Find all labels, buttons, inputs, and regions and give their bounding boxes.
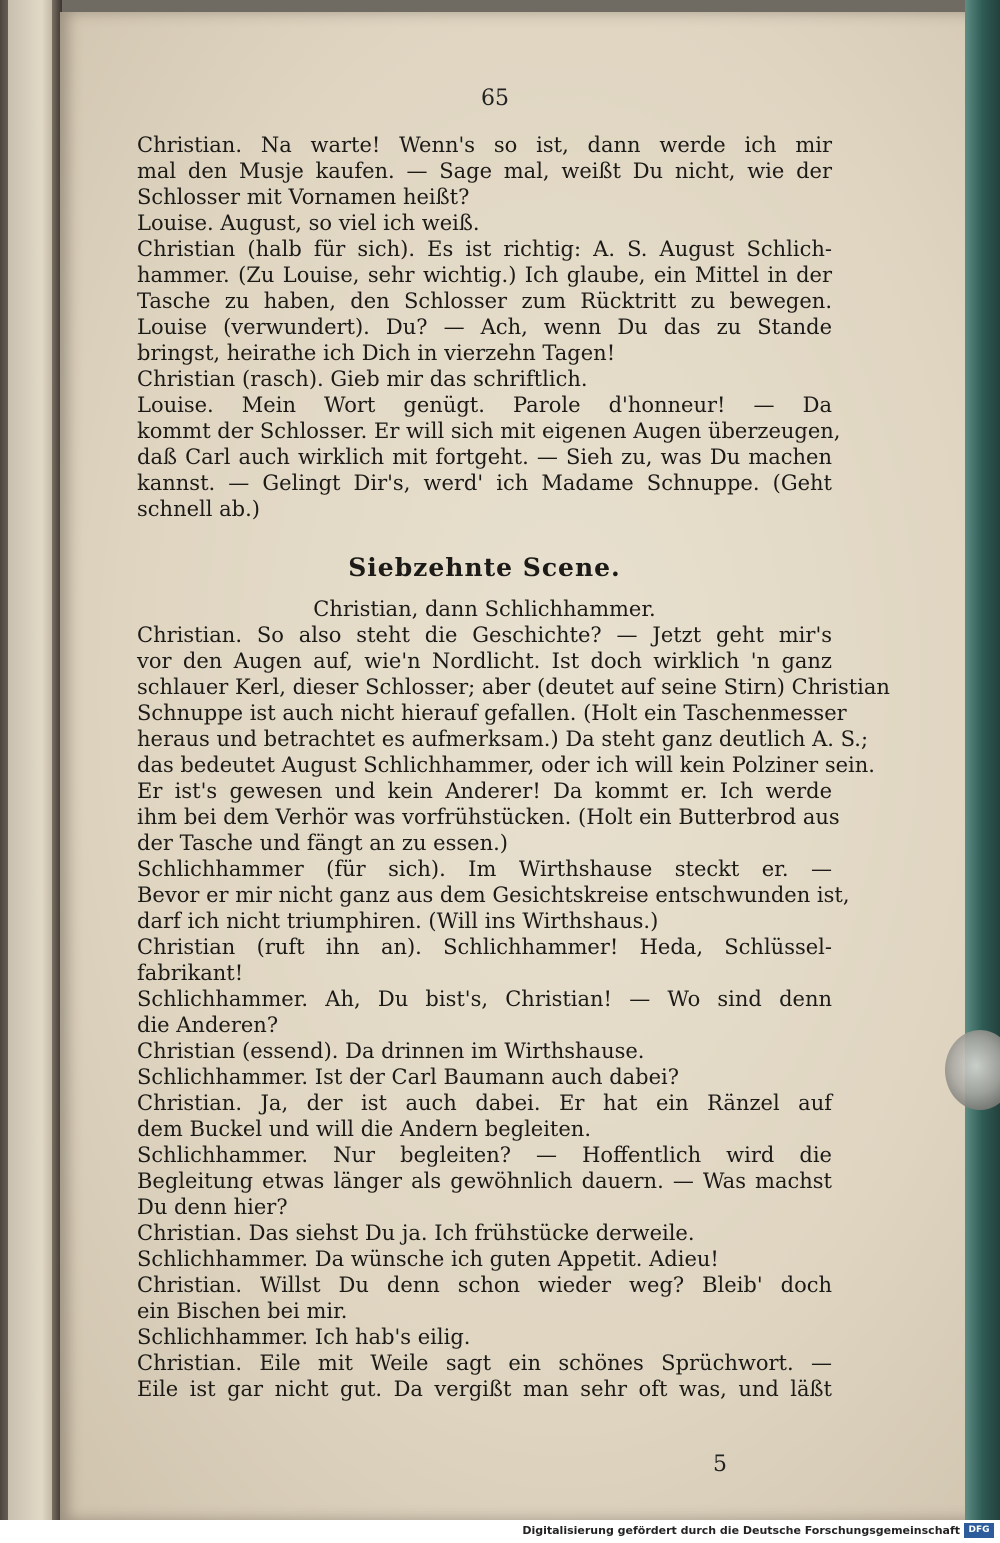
text-line: schlauer Kerl, dieser Schlosser; aber (deutet auf seine Stirn) Christian — [137, 675, 890, 699]
text-line: Schlichhammer. Ist der Carl Baumann auch dabei? — [137, 1065, 680, 1089]
text-block-scene — [137, 622, 890, 1402]
footer-bar — [0, 1520, 1000, 1543]
text-line: bringst, heirathe ich Dich in vierzehn Tagen! — [137, 341, 616, 365]
text-line: Er ist's gewesen und kein Anderer! Da kommt er. Ich werde — [137, 779, 832, 803]
text-line: Louise (verwundert). Du? — Ach, wenn Du das zu Stande — [137, 315, 832, 339]
signature-mark: 5 — [713, 1452, 727, 1477]
text-line: Du denn hier? — [137, 1195, 288, 1219]
text-line: Schlichhammer (für sich). Im Wirthshause steckt er. — — [137, 857, 832, 881]
left-page-edge — [8, 0, 56, 1520]
text-line: Christian. So also steht die Geschichte? — Jetzt geht mir's — [137, 623, 832, 647]
text-line: das bedeutet August Schlichhammer, oder ich will kein Polziner sein. — [137, 753, 875, 777]
text-line: Schlichhammer. Ah, Du bist's, Christian! — Wo sind denn — [137, 987, 832, 1011]
text-line: fabrikant! — [137, 961, 244, 985]
text-line: Tasche zu haben, den Schlosser zum Rücktritt zu bewegen. — [137, 289, 832, 313]
text-block-before-scene — [137, 132, 841, 522]
text-line: Christian. Eile mit Weile sagt ein schönes Sprüchwort. — — [137, 1351, 832, 1375]
text-line: Schlosser mit Vornamen heißt? — [137, 185, 470, 209]
text-line: Louise. Mein Wort genügt. Parole d'honneur! — Da — [137, 393, 832, 417]
scene-heading: Siebzehnte Scene. — [348, 553, 621, 582]
text-line: Eile ist gar nicht gut. Da vergißt man sehr oft was, und läßt — [137, 1377, 832, 1401]
right-cover-edge — [965, 0, 1000, 1520]
text-line: kannst. — Gelingt Dir's, werd' ich Madame Schnuppe. (Geht — [137, 471, 832, 495]
text-line: daß Carl auch wirklich mit fortgeht. — Sieh zu, was Du machen — [137, 445, 832, 469]
text-line: Schlichhammer. Nur begleiten? — Hoffentlich wird die — [137, 1143, 832, 1167]
text-line: Christian. Ja, der ist auch dabei. Er hat ein Ränzel auf — [137, 1091, 832, 1115]
text-line: Louise. August, so viel ich weiß. — [137, 211, 480, 235]
text-line: Christian (rasch). Gieb mir das schriftlich. — [137, 367, 588, 391]
text-line: dem Buckel und will die Andern begleiten. — [137, 1117, 591, 1141]
dfg-logo-icon: DFG — [964, 1523, 994, 1538]
text-line: die Anderen? — [137, 1013, 279, 1037]
text-line: ein Bischen bei mir. — [137, 1299, 348, 1323]
text-line: vor den Augen auf, wie'n Nordlicht. Ist doch wirklich 'n ganz — [137, 649, 832, 673]
text-line: Christian (essend). Da drinnen im Wirthshause. — [137, 1039, 645, 1063]
text-line: der Tasche und fängt an zu essen.) — [137, 831, 508, 855]
text-line: Schlichhammer. Da wünsche ich guten Appetit. Adieu! — [137, 1247, 719, 1271]
text-line: Christian. Willst Du denn schon wieder weg? Bleib' doch — [137, 1273, 832, 1297]
text-line: Christian. Das siehst Du ja. Ich frühstücke derweile. — [137, 1221, 695, 1245]
text-line: Christian (halb für sich). Es ist richtig: A. S. August Schlich- — [137, 237, 832, 261]
text-line: schnell ab.) — [137, 497, 260, 521]
text-line: heraus und betrachtet es aufmerksam.) Da steht ganz deutlich A. S.; — [137, 727, 869, 751]
text-line: darf ich nicht triumphiren. (Will ins Wirthshaus.) — [137, 909, 659, 933]
text-line: Begleitung etwas länger als gewöhnlich dauern. — Was machst — [137, 1169, 832, 1193]
text-line: Christian (ruft ihn an). Schlichhammer! Heda, Schlüssel- — [137, 935, 832, 959]
text-line: mal den Musje kaufen. — Sage mal, weißt Du nicht, wie der — [137, 159, 832, 183]
text-line: Christian. Na warte! Wenn's so ist, dann werde ich mir — [137, 133, 832, 157]
page-number: 65 — [481, 86, 509, 111]
page-text — [137, 88, 890, 1402]
footer-credit: Digitalisierung gefördert durch die Deutsche Forschungsgemeinschaft — [522, 1524, 960, 1537]
text-line: hammer. (Zu Louise, sehr wichtig.) Ich glaube, ein Mittel in der — [137, 263, 832, 287]
text-line: Schlichhammer. Ich hab's eilig. — [137, 1325, 471, 1349]
text-line: kommt der Schlosser. Er will sich mit eigenen Augen überzeugen, — [137, 419, 841, 443]
text-line: Schnuppe ist auch nicht hierauf gefallen. (Holt ein Taschenmesser — [137, 701, 847, 725]
scene-persons: Christian, dann Schlichhammer. — [313, 597, 656, 621]
text-line: Bevor er mir nicht ganz aus dem Gesichtskreise entschwunden ist, — [137, 883, 850, 907]
text-line: ihm bei dem Verhör was vorfrühstücken. (Holt ein Butterbrod aus — [137, 805, 840, 829]
